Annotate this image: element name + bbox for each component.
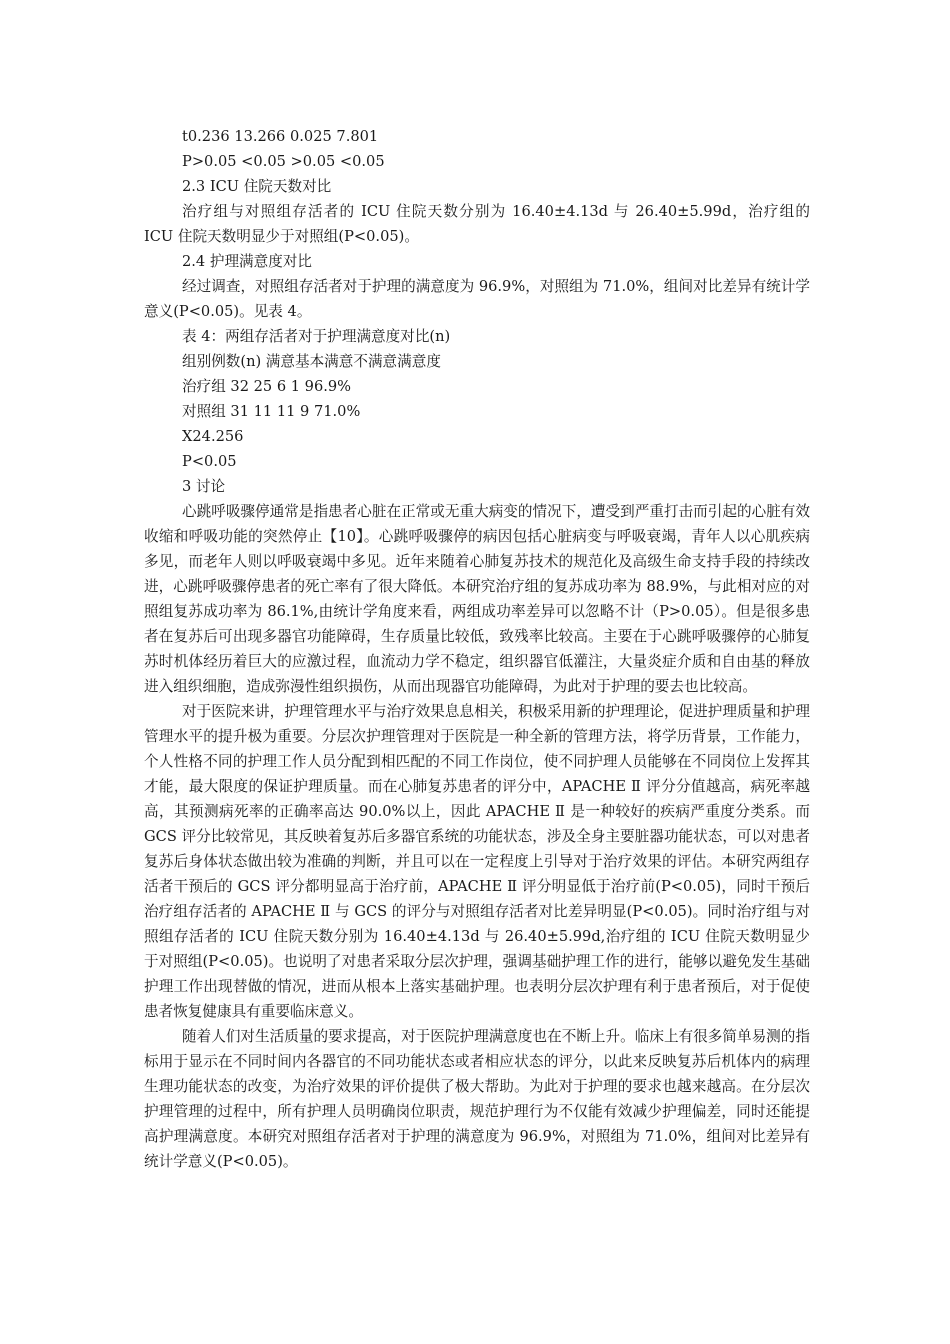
section-heading-2-3: 2.3 ICU 住院天数对比 xyxy=(182,178,332,195)
section-heading-2-4: 2.4 护理满意度对比 xyxy=(182,253,313,270)
paragraph-discussion-2: 对于医院来讲，护理管理水平与治疗效果息息相关，积极采用新的护理理论，促进护理质量和护理管理水平的提升极为重要。分层次护理管理对于医院是一种全新的管理方法，将学历背景，工作能力，个人性格不同的护理工作人员分配到相匹配的不同工作岗位，使不同护理人员能够在不同岗位上发挥其才能，最大限度的保证护理质量。而在心肺复苏患者的评分中，APACHE Ⅱ 评分分值越高，病死率越高，其预测病死率的正确率高达 90.0%以上，因此 APACHE Ⅱ 是一种较好的疾病严重度分类系。而 GCS 评分比较常见，其反映着复苏后多器官系统的功能状态，涉及全身主要脏器功能状态，可以对患者复苏后身体状态做出较为准确的判断，并且可以在一定程度上引导对于治疗效果的评估。本研究两组存活者干预后的 GCS 评分都明显高于治疗前，APACHE Ⅱ 评分明显低于治疗前(P<0.05)，同时干预后治疗组存活者的 APACHE Ⅱ 与 GCS 的评分与对照组存活者对比差异明显(P<0.05)。同时治疗组与对照组存活者的 ICU 住院天数分别为 16.40±4.13d 与 26.40±5.99d,治疗组的 ICU 住院天数明显少于对照组(P<0.05)。也说明了对患者采取分层次护理，强调基础护理工作的进行，能够以避免发生基础护理工作出现替做的情况，进而从根本上落实基础护理。也表明分层次护理有利于患者预后，对于促使患者恢复健康具有重要临床意义。 xyxy=(144,703,810,1020)
table-4-row-control: 对照组 31 11 11 9 71.0% xyxy=(182,403,361,420)
table-4-chi-square: X24.256 xyxy=(182,428,244,445)
table-4-header-row: 组别例数(n) 满意基本满意不满意满意度 xyxy=(182,353,441,370)
paragraph-icu-days: 治疗组与对照组存活者的 ICU 住院天数分别为 16.40±4.13d 与 26.40±5.99d，治疗组的 ICU 住院天数明显少于对照组(P<0.05)。 xyxy=(144,203,810,245)
paragraph-discussion-1: 心跳呼吸骤停通常是指患者心脏在正常或无重大病变的情况下，遭受到严重打击而引起的心脏有效收缩和呼吸功能的突然停止【10】。心跳呼吸骤停的病因包括心脏病变与呼吸衰竭，青年人以心肌疾病多见，而老年人则以呼吸衰竭中多见。近年来随着心肺复苏技术的规范化及高级生命支持手段的持续改进，心跳呼吸骤停患者的死亡率有了很大降低。本研究治疗组的复苏成功率为 88.9%，与此相对应的对照组复苏成功率为 86.1%,由统计学角度来看，两组成功率差异可以忽略不计（P>0.05）。但是很多患者在复苏后可出现多器官功能障碍，生存质量比较低，致残率比较高。主要在于心跳呼吸骤停的心肺复苏时机体经历着巨大的应激过程，血流动力学不稳定，组织器官低灌注，大量炎症介质和自由基的释放进入组织细胞，造成弥漫性组织损伤，从而出现器官功能障碍，为此对于护理的要去也比较高。 xyxy=(144,503,810,695)
paragraph-discussion-3: 随着人们对生活质量的要求提高，对于医院护理满意度也在不断上升。临床上有很多简单易测的指标用于显示在不同时间内各器官的不同功能状态或者相应状态的评分，以此来反映复苏后机体内的病理生理功能状态的改变，为治疗效果的评价提供了极大帮助。为此对于护理的要求也越来越高。在分层次护理管理的过程中，所有护理人员明确岗位职责，规范护理行为不仅能有效减少护理偏差，同时还能提高护理满意度。本研究对照组存活者对于护理的满意度为 96.9%，对照组为 71.0%，组间对比差异有统计学意义(P<0.05)。 xyxy=(144,1028,810,1170)
table-4-p-value: P<0.05 xyxy=(182,453,237,470)
p-value-row: P>0.05 <0.05 >0.05 <0.05 xyxy=(182,153,385,170)
section-heading-3: 3 讨论 xyxy=(182,478,226,495)
paragraph-satisfaction: 经过调查，对照组存活者对于护理的满意度为 96.9%，对照组为 71.0%，组间对比差异有统计学意义(P<0.05)。见表 4。 xyxy=(144,278,810,320)
table-4-caption: 表 4：两组存活者对于护理满意度对比(n) xyxy=(182,328,451,345)
table-4-row-treatment: 治疗组 32 25 6 1 96.9% xyxy=(182,378,352,395)
document-body xyxy=(144,124,810,1174)
t-value-row: t0.236 13.266 0.025 7.801 xyxy=(182,128,379,145)
